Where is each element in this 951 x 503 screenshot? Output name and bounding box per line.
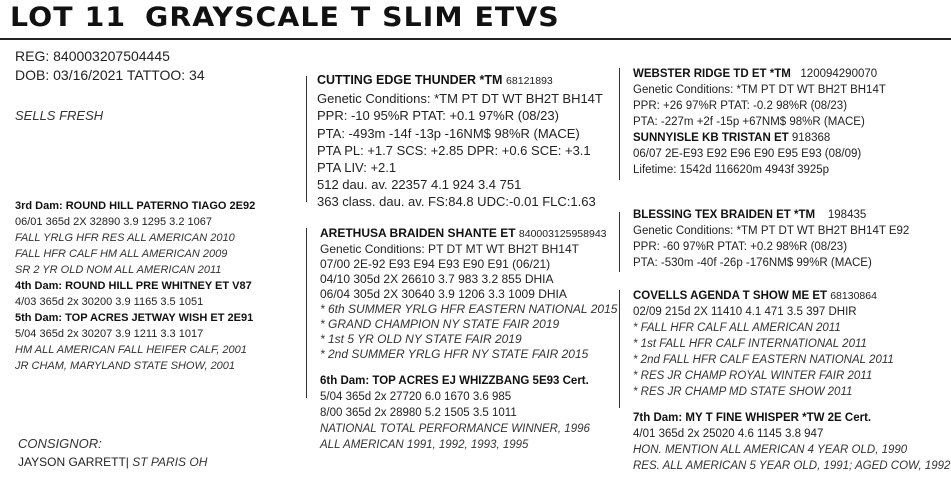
dam5-award: HM ALL AMERICAN FALL HEIFER CALF, 2001 [15,344,247,356]
dam3-block [15,198,255,374]
divider-right-top [619,68,620,180]
mgs-name: BLESSING TEX BRAIDEN ET *TM [633,209,816,221]
dam3-name: 3rd Dam: ROUND HILL PATERNO TIAGO 2E92 [15,200,256,212]
consignor-separator: | [125,455,129,469]
dam-award: * 2nd SUMMER YRLG HFR NY STATE FAIR 2015 [320,347,589,361]
dam6-name: 6th Dam: TOP ACRES EJ WHIZZBANG 5E93 Cert. [320,375,589,387]
sire-line: PPR: -10 95%R PTAT: +0.1 97%R (08/23) [317,108,559,124]
dam3-record: 06/01 365d 2X 32890 3.9 1295 3.2 1067 [15,216,212,228]
lot-number: LOT 11 [10,2,127,33]
animal-name: GRAYSCALE T SLIM ETVS [145,2,560,33]
pgs-name: WEBSTER RIDGE TD ET *TM [633,68,791,80]
mgd-award: * FALL HFR CALF ALL AMERICAN 2011 [633,322,841,334]
mgd-name: COVELLS AGENDA T SHOW ME ET [633,290,828,302]
dam5-name: 5th Dam: TOP ACRES JETWAY WISH ET 2E91 [15,312,254,324]
mgd-award: * RES JR CHAMP MD STATE SHOW 2011 [633,386,853,398]
pgd-name: SUNNYISLE KB TRISTAN ET [633,132,789,144]
mgs-line: PPR: -60 97%R PTAT: +0.2 98%R (08/23) [633,241,848,253]
consignor-label: CONSIGNOR: [18,436,102,451]
dam3-award: SR 2 YR OLD NOM ALL AMERICAN 2011 [15,264,222,276]
pgs-line: Genetic Conditions: *TM PT DT WT BH2T BH14T [633,84,886,96]
divider-dam [306,228,307,398]
dam5-award: JR CHAM, MARYLAND STATE SHOW, 2001 [15,360,236,372]
dam4-record: 4/03 365d 2x 30200 3.9 1165 3.5 1051 [15,296,204,308]
pgs-line: PTA: -227m +2f -15p +67NM$ 98%R (MACE) [633,116,865,128]
sire-name: CUTTING EDGE THUNDER *TM [317,73,503,87]
mgs-line: PTA: -530m -40f -26p -176NM$ 99%R (MACE) [633,257,872,269]
maternal-grandsire-block [633,207,909,271]
dam4-name: 4th Dam: ROUND HILL PRE WHITNEY ET V87 [15,280,252,292]
mgd-award: * RES JR CHAMP ROYAL WINTER FAIR 2011 [633,370,873,382]
sire-reg: 68121893 [506,75,553,87]
sells-status: SELLS FRESH [15,108,104,123]
divider-right-low [619,290,620,408]
dam6-record: 8/00 365d 2x 28980 5.2 1505 3.5 1011 [320,407,517,419]
lot-title [10,2,560,33]
dam-reg: 840003125958943 [518,228,607,240]
dam7-award: RES. ALL AMERICAN 5 YEAR OLD, 1991; AGED COW, 1992 [633,460,951,472]
consignor-location: ST PARIS OH [132,455,208,469]
sire-line: 512 dau. av. 22357 4.1 924 3.4 751 [317,177,522,193]
consignor-line [18,455,207,469]
dam3-award: FALL HFR CALF HM ALL AMERICAN 2009 [15,248,228,260]
consignor-name: JAYSON GARRETT [18,455,126,469]
paternal-grandsire-block [633,66,886,178]
sire-line: PTA: -493m -14f -13p -16NM$ 98%R (MACE) [317,125,580,141]
header-divider [0,38,951,40]
dam-award: * 1st 5 YR OLD NY STATE FAIR 2019 [320,332,522,346]
dam-line: 07/00 2E-92 E93 E94 E93 E90 E91 (06/21) [320,257,551,271]
dam-line: 06/04 305d 2X 30640 3.9 1206 3.3 1009 DHIA [320,287,567,301]
mgd-award: * 2nd FALL HFR CALF EASTERN NATIONAL 2011 [633,354,894,366]
dam7-record: 4/01 365d 2x 25020 4.6 1145 3.8 947 [633,428,824,440]
dam-name: ARETHUSA BRAIDEN SHANTE ET [320,226,516,240]
pgd-reg: 918368 [791,132,831,144]
dam5-record: 5/04 365d 2x 30207 3.9 1211 3.3 1017 [15,328,204,340]
dam6-award: ALL AMERICAN 1991, 1992, 1993, 1995 [320,439,529,451]
dam7-name: 7th Dam: MY T FINE WHISPER *TW 2E Cert. [633,412,872,424]
mgd-record: 02/09 215d 2X 11410 4.1 471 3.5 397 DHIR [633,306,857,318]
dam-line: Genetic Conditions: PT DT MT WT BH2T BH14T [320,242,579,256]
dam-line: 04/10 305d 2X 26610 3.7 983 3.2 855 DHIA [320,272,554,286]
dam-award: * 6th SUMMER YRLG HFR EASTERN NATIONAL 2015 [320,302,618,316]
sire-line: PTA LIV: +2.1 [317,160,397,176]
sire-line: PTA PL: +1.7 SCS: +2.85 DPR: +0.6 SCE: +3.1 [317,142,591,158]
mgd-award: * 1st FALL HFR CALF INTERNATIONAL 2011 [633,338,867,350]
maternal-granddam-block [633,288,894,400]
dam7-block [633,410,950,474]
sire-line: Genetic Conditions: *TM PT DT WT BH2T BH14T [317,91,603,107]
registration-number: REG: 840003207504445 [15,48,170,64]
mgs-line: Genetic Conditions: *TM PT DT WT BH2T BH14T E92 [633,225,910,237]
dam6-record: 5/04 365d 2x 27720 6.0 1670 3.6 985 [320,391,512,403]
divider-sire [306,76,307,202]
dam7-award: HON. MENTION ALL AMERICAN 4 YEAR OLD, 1990 [633,444,908,456]
pgs-line: PPR: +26 97%R PTAT: -0.2 98%R (08/23) [633,100,848,112]
sire-line: 363 class. dau. av. FS:84.8 UDC:-0.01 FLC:1.63 [317,194,596,210]
pgs-reg: 120094290070 [800,68,878,80]
sire-block [317,71,603,211]
dam-block [320,226,617,362]
dam6-block [320,373,590,453]
birth-date-tattoo: DOB: 03/16/2021 TATTOO: 34 [15,67,205,83]
dam6-award: NATIONAL TOTAL PERFORMANCE WINNER, 1996 [320,423,590,435]
pgd-line: Lifetime: 1542d 116620m 4943f 3925p [633,164,830,176]
mgd-reg: 68130864 [830,290,877,302]
mgs-reg: 198435 [827,209,867,221]
dam-award: * GRAND CHAMPION NY STATE FAIR 2019 [320,317,560,331]
dam3-award: FALL YRLG HFR RES ALL AMERICAN 2010 [15,232,235,244]
pgd-line: 06/07 2E-E93 E92 E96 E90 E95 E93 (08/09) [633,148,862,160]
divider-right-mid [619,212,620,272]
